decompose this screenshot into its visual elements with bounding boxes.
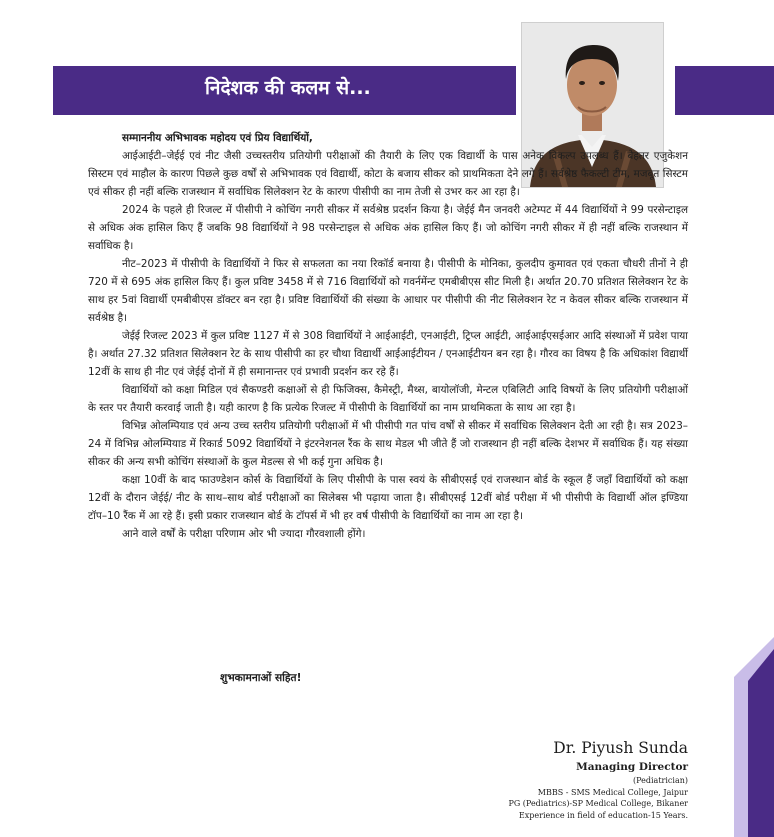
paragraph-6: विभिन्न ओलम्पियाड एवं अन्य उच्च स्तरीय प्रतियोगी परीक्षाओं में भी पीसीपी गत पांच वर्षों से सीकर में सर्वाधिक सिलेक्शन देती आ रही है। सत्र 2023–24 में विभिन्न ओलम्पियाड में रिकार्ड 5092 विद्यार्थियों ने इंटरनेशनल रैंक के साथ मेडल भी जीते हैं जो राजस्थान ही नहीं बल्कि देशभर में सर्वाधिक हैं। यह संख्या सीकर की अन्य सभी कोचिंग संस्थाओं के कुल मेडल्स से भी कई गुना अधिक है। [88, 420, 688, 468]
salutation: सम्माननीय अभिभावक महोदय एवं प्रिय विद्यार्थियों, [122, 132, 313, 144]
corner-decoration [734, 637, 774, 837]
paragraph-4: जेईई रिजल्ट 2023 में कुल प्रविष्ट 1127 में से 308 विद्यार्थियों ने आईआईटी, एनआईटी, ट्रिप्ल आईटी, आईआईएसईआर आदि संस्थाओं में प्रवेश पाया है। अर्थात 27.32 प्रतिशत सिलेक्शन रेट के साथ पीसीपी का हर चौथा विद्यार्थी आईआईटीयन / एनआईटीयन बन रहा है। गौरव का विषय है कि अधिकांश विद्यार्थी 12वीं के साथ ही नीट एवं जेईई दोनों में ही समानान्तर एवं प्रभावी प्रदर्शन कर रहे हैं। [88, 330, 688, 378]
paragraph-2: 2024 के पहले ही रिजल्ट में पीसीपी ने कोचिंग नगरी सीकर में सर्वश्रेष्ठ प्रदर्शन किया है। जेईई मैन जनवरी अटेम्पट में 44 विद्यार्थियों ने 99 परसेन्टाइल से अधिक अंक हासिल किए हैं जबकि 98 विद्यार्थियों ने 98 परसेन्टाइल से अधिक अंक हासिल किए हैं। जो कोचिंग नगरी सीकर में ही नहीं बल्कि राजस्थान में सर्वाधिक है। [88, 204, 688, 252]
signatory-title: Managing Director [576, 761, 688, 773]
paragraph-8: आने वाले वर्षों के परीक्षा परिणाम ओर भी ज्यादा गौरवशाली होंगे। [122, 528, 366, 540]
signatory-experience: Experience in field of education-15 Years. [518, 810, 688, 820]
paragraph-7: कक्षा 10वीं के बाद फाउण्डेशन कोर्स के विद्यार्थियों के लिए पीसीपी के पास स्वयं के सीबीएसई एवं राजस्थान बोर्ड के स्कूल हैं जहाँ विद्यार्थियों को कक्षा 12वीं के दौरान जेईई/ नीट के साथ–साथ बोर्ड परीक्षाओं का सिलेबस भी पढ़ाया जाता है। सीबीएसई 12वीं बोर्ड परीक्षा में भी पीसीपी के विद्यार्थी ऑल इण्डिया टॉप–10 रैंक में आ रहे हैं। इसी प्रकार राजस्थान बोर्ड के टॉपर्स में भी हर वर्ष पीसीपी के विद्यार्थियों का नाम आ रहा है। [88, 474, 688, 522]
signature-block [508, 737, 688, 821]
paragraph-3: नीट–2023 में पीसीपी के विद्यार्थियों ने फिर से सफलता का नया रिकॉर्ड बनाया है। पीसीपी के मोनिका, कुलदीप कुमावत एवं एकता चौधरी तीनों ने ही 720 में से 695 अंक हासिल किए हैं। कुल प्रविष्ट 3458 में से 716 विद्यार्थियों को गवर्नमेंन्ट एमबीबीएस सीट मिली है। अर्थात 20.70 प्रतिशत सिलेक्शन रेट के साथ हर 5वां विद्यार्थी एमबीबीएस डॉक्टर बन रहा है। प्रविष्ट विद्यार्थियों की संख्या के आधार पर पीसीपी की नीट सिलेक्शन रेट न केवल सीकर बल्कि राजस्थान में सर्वश्रेष्ठ है। [88, 258, 688, 324]
signatory-degree-pg: PG (Pediatrics)-SP Medical College, Bikaner [508, 799, 688, 808]
paragraph-1: आईआईटी–जेईई एवं नीट जैसी उच्चस्तरीय प्रतियोगी परीक्षाओं की तैयारी के लिए एक विद्यार्थी के पास अनेक विकल्प उपलब्ध हैं। बेहतर एजुकेशन सिस्टम एवं माहौल के कारण पिछले कुछ वर्षों से अभिभावक एवं विद्यार्थी, कोटा के बजाय सीकर को प्राथमिकता देने लगे हैं। सर्वश्रेष्ठ फैकल्टी टीम, मजबूत सिस्टम एवं सीकर ही नहीं बल्कि राजस्थान में सर्वाधिक सिलेक्शन रेट के कारण पीसीपी का नाम तेजी से उभर कर आ रहा है। [88, 150, 688, 198]
letter-body [88, 129, 688, 543]
signatory-degree-mbbs: MBBS - SMS Medical College, Jaipur [537, 787, 688, 797]
signatory-specialty: (Pediatrician) [632, 776, 688, 785]
page-title: निदेशक की कलम से... [205, 77, 371, 99]
signatory-name: Dr. Piyush Sunda [553, 739, 688, 757]
closing-regards: शुभकामनाओं सहित! [220, 672, 302, 684]
title-banner-right [675, 66, 774, 115]
paragraph-5: विद्यार्थियों को कक्षा मिडिल एवं सैकण्डरी कक्षाओं से ही फिजिक्स, कैमेस्ट्री, मैथ्स, बायोलॉजी, मेन्टल एबिलिटी आदि विषयों के लिए प्रतियोगी परीक्षाओं के स्तर पर तैयारी करवाई जाती है। यही कारण है कि प्रत्येक रिजल्ट में पीसीपी के विद्यार्थियों का नाम प्राथमिकता के साथ आ रहा है। [88, 384, 688, 414]
